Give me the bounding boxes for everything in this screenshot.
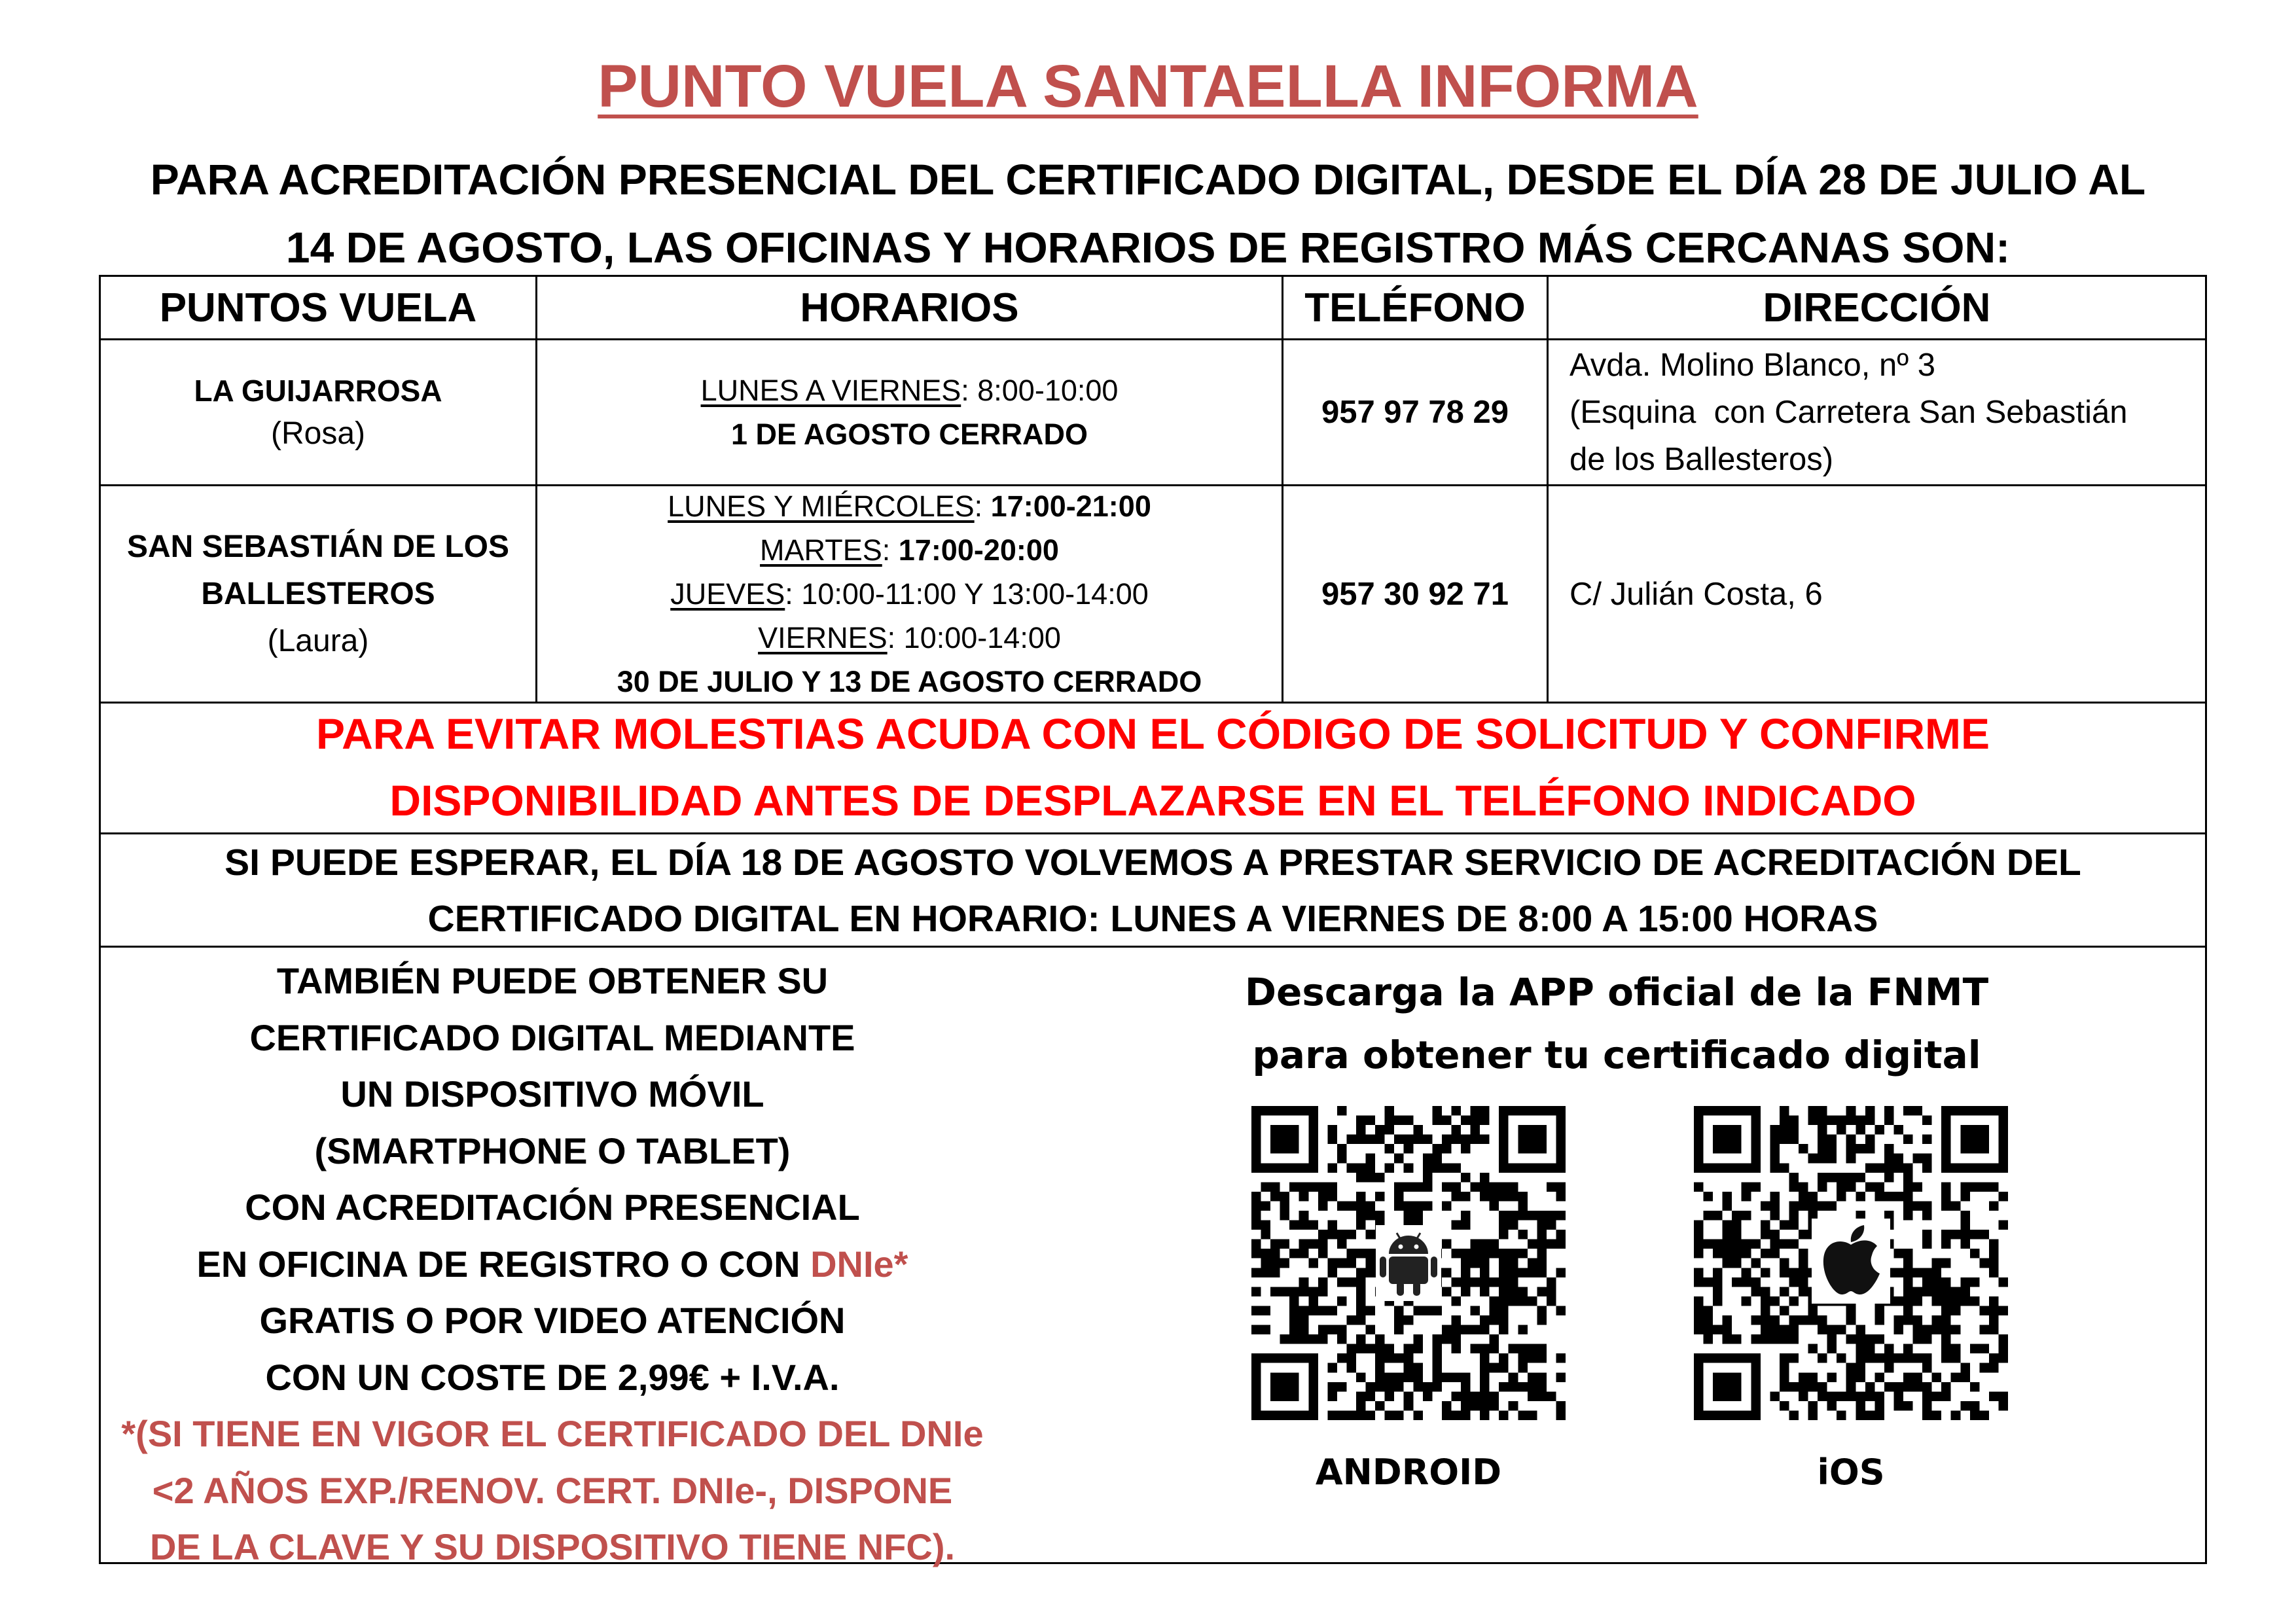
table-row-sansebastian-schedule: LUNES Y MIÉRCOLES: 17:00-21:00 MARTES: 17:00-20:00 JUEVES: 10:00-11:00 Y 13:00-14:00 VIERNES: 10:00-14:00 30 DE JULIO Y 13 DE AGOSTO CERRADO bbox=[617, 490, 1202, 698]
dnie-highlight: DNIe* bbox=[810, 1243, 908, 1285]
address-sansebastian: C/ Julián Costa, 6 bbox=[1570, 576, 1823, 612]
table-row-sansebastian-place: SAN SEBASTIÁN DE LOS BALLESTEROS (Laura) bbox=[126, 529, 510, 658]
notice-banner: PARA EVITAR MOLESTIAS ACUDA CON EL CÓDIGO DE SOLICITUD Y CONFIRME DISPONIBILIDAD ANTES DE DESPLAZARSE EN EL TELÉFONO INDICADO bbox=[315, 709, 1990, 825]
android-icon bbox=[1376, 1225, 1441, 1301]
address-guijarrosa: Avda. Molino Blanco, nº 3 (Esquina con Carretera San Sebastián de los Ballesteros) bbox=[1570, 348, 2128, 477]
phone-guijarrosa: 957 97 78 29 bbox=[1321, 395, 1509, 430]
page-subtitle: PARA ACREDITACIÓN PRESENCIAL DEL CERTIFICADO DIGITAL, DESDE EL DÍA 28 DE JULIO AL 14 DE AGOSTO, LAS OFICINAS Y HORARIOS DE REGISTRO MÁS CERCANAS SON: bbox=[150, 155, 2146, 272]
table-row-guijarrosa-place: LA GUIJARROSA (Rosa) bbox=[194, 374, 442, 451]
apple-icon bbox=[1812, 1219, 1890, 1304]
service-banner: SI PUEDE ESPERAR, EL DÍA 18 DE AGOSTO VOLVEMOS A PRESTAR SERVICIO DE ACREDITACIÓN DEL CERTIFICADO DIGITAL EN HORARIO: LUNES A VIERNES DE 8:00 A 15:00 HORAS bbox=[224, 842, 2081, 940]
column-header-direccion: DIRECCIÓN bbox=[1763, 285, 1991, 330]
table-row-guijarrosa-schedule: LUNES A VIERNES: 8:00-10:00 1 DE AGOSTO CERRADO bbox=[700, 374, 1119, 451]
ios-label: iOS bbox=[1817, 1452, 1885, 1493]
app-download-title: Descarga la APP oficial de la FNMT para obtener tu certificado digital bbox=[1244, 970, 1989, 1077]
column-header-horarios: HORARIOS bbox=[800, 285, 1019, 330]
phone-sansebastian: 957 30 92 71 bbox=[1321, 576, 1509, 612]
page-title: PUNTO VUELA SANTAELLA INFORMA bbox=[598, 53, 1698, 120]
mobile-info: TAMBIÉN PUEDE OBTENER SU CERTIFICADO DIGITAL MEDIANTE UN DISPOSITIVO MÓVIL (SMARTPHONE O TABLET) CON ACREDITACIÓN PRESENCIAL EN OFICINA DE REGISTRO O CON DNIe* GRATIS O POR VIDEO ATENCIÓN CON UN COSTE DE 2,99€ + I.V.A. *(SI TIENE EN VIGOR EL CERTIFICADO DEL DNIe <2 AÑOS EXP./RENOV. CERT. DNIe-, DISPONE DE LA CLAVE Y SU DISPOSITIVO TIENE NFC). bbox=[121, 960, 984, 1567]
android-label: ANDROID bbox=[1315, 1452, 1502, 1493]
column-header-telefono: TELÉFONO bbox=[1304, 285, 1526, 330]
column-header-puntos: PUNTOS VUELA bbox=[159, 285, 477, 330]
